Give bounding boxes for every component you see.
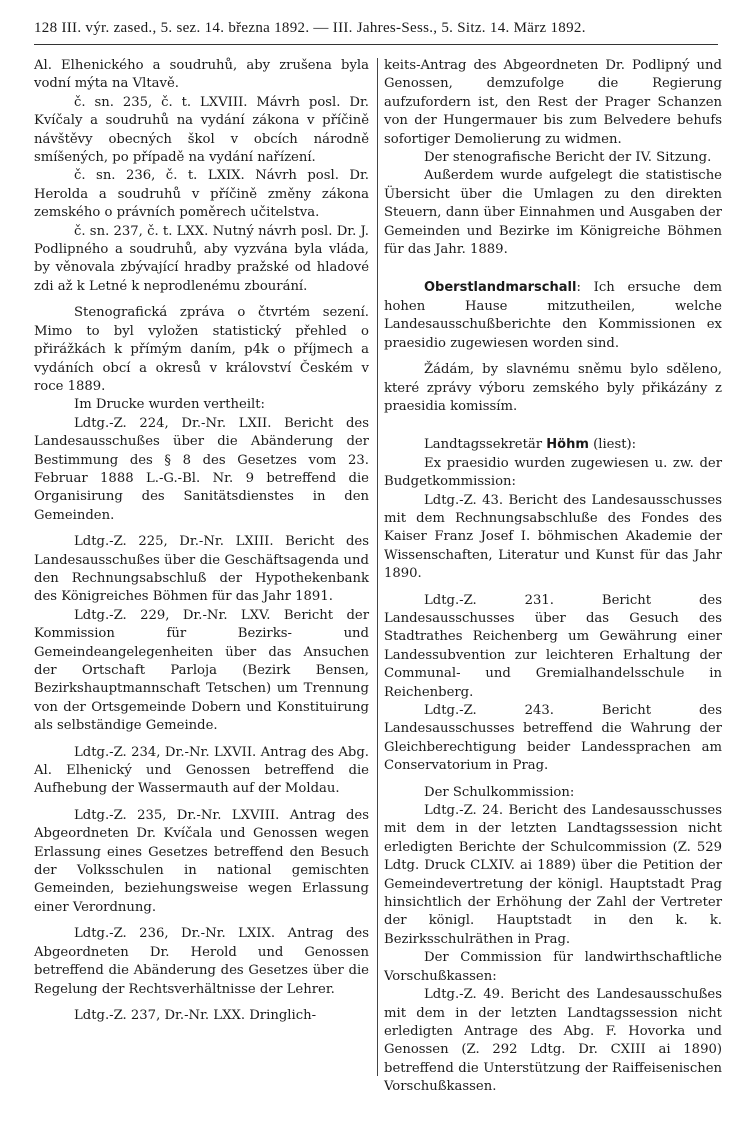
- paragraph: [34, 57, 369, 94]
- paragraph-text: Ldtg.-Z. 243. Bericht des Landesausschusses betreffend die Wahrung der Gleichberechtigung beider Landessprachen am Conservatorium in Prag.: [384, 703, 722, 774]
- paragraph: [34, 167, 369, 222]
- paragraph-text: keits-Antrag des Abgeordneten Dr. Podlipný und Genossen, demzufolge die Regierung aufzufordern ist, den Rest der Prager Schanzen von der Hungermauer bis zum Belvedere behufs sofortiger Demolierung zu widmen.: [384, 58, 722, 147]
- paragraph-text: Ex praesidio wurden zugewiesen u. zw. der Budgetkommission:: [384, 455, 722, 490]
- paragraph: [384, 702, 722, 776]
- paragraph-text: Ldtg.-Z. 235, Dr.-Nr. LXVIII. Antrag des Abgeordneten Dr. Kvíčala und Genossen wegen Erlassung eines Gesetzes betreffend den Besuch der Volksschulen in national gemischten Gemeinden, beziehungsweise wegen Erlassung einer Verordnung.: [34, 807, 369, 915]
- paragraph: [384, 279, 722, 353]
- page-header: 128 III. výr. zased., 5. sez. 14. března 1892. — III. Jahres-Sess., 5. Sitz. 14. März 1892.: [34, 20, 586, 36]
- paragraph-text: (liest):: [588, 437, 637, 453]
- paragraph: [34, 533, 369, 607]
- header-rule: [34, 44, 718, 45]
- paragraph-text: Ldtg.-Z. 225, Dr.-Nr. LXIII. Bericht des Landesausschußes über die Geschäftsagenda und den Rechnungsabschluß der Hypothekenbank des Königreiches Böhmen für das Jahr 1891.: [34, 534, 369, 605]
- paragraph: [34, 94, 369, 168]
- paragraph: [34, 744, 369, 799]
- right-column: [384, 57, 722, 1097]
- paragraph-text: Ldtg.-Z. 49. Bericht des Landesausschußes mit dem in der letzten Landtagssession nicht erledigten Antrage des Abg. F. Hovorka und Genossen (Z. 292 Ldtg. Dr. CXIII ai 1890) betreffend die Unterstützung der Raiffeisenischen Vorschußkassen.: [384, 987, 722, 1095]
- paragraph: [384, 436, 722, 454]
- paragraph-text: č. sn. 237, č. t. LXX. Nutný návrh posl. Dr. J. Podlipného a soudruhů, aby vyzvána byla vláda, by věnovala zbývající hradby pražské od hladové zdi až k Letné k neprodlenému zbourání.: [34, 223, 369, 294]
- speaker-name: Höhm: [546, 437, 589, 453]
- paragraph: [384, 149, 722, 167]
- paragraph-text: Ldtg.-Z. 43. Bericht des Landesausschusses mit dem Rechnungsabschluße des Fondes des Kaiser Franz Josef I. böhmischen Akademie der Wissenschaften, Literatur und Kunst für das Jahr 1890.: [384, 492, 722, 582]
- paragraph: [384, 57, 722, 149]
- paragraph: [384, 592, 722, 702]
- paragraph: [384, 784, 722, 802]
- paragraph-text: č. sn. 235, č. t. LXVIII. Mávrh posl. Dr. Kvíčaly a soudruhů na vydání zákona v příčině návštěvy obecných škol v obcích národně smíšených, po případě na vydání nařízení.: [34, 94, 369, 166]
- column-divider: [377, 58, 378, 1076]
- paragraph-text: : Ich ersuche dem hohen Hause mitzutheilen, welche Landesausschußberichte den Kommissionen ex praesidio zugewiesen worden sind.: [384, 280, 722, 351]
- paragraph: [384, 949, 722, 986]
- paragraph-text: Ldtg.-Z. 231. Bericht des Landesausschusses über das Gesuch des Stadtrathes Reichenberg um Gewährung einer Landessubvention zur leichteren Erhaltung der Communal- und Gremialhandelsschule in Reichenberg.: [384, 592, 722, 700]
- paragraph: [384, 802, 722, 949]
- paragraph: [34, 304, 369, 396]
- paragraph-text: Ldtg.-Z. 229, Dr.-Nr. LXV. Bericht der Kommission für Bezirks- und Gemeindeangelegenheiten über das Ansuchen der Ortschaft Parloja (Bezirk Bensen, Bezirkshauptmannschaft Tetschen) um Trennung von der Ortsgemeinde Dobern und Konstituirung als selbständige Gemeinde.: [34, 607, 369, 734]
- left-column: [34, 57, 369, 1025]
- paragraph-text: Ldtg.-Z. 234, Dr.-Nr. LXVII. Antrag des Abg. Al. Elhenický und Genossen betreffend die Aufhebung der Wassermauth auf der Moldau.: [34, 744, 369, 797]
- paragraph: [384, 492, 722, 584]
- paragraph: [34, 1007, 369, 1025]
- paragraph: [34, 807, 369, 917]
- paragraph-text: č. sn. 236, č. t. LXIX. Návrh posl. Dr. Herolda a soudruhů v příčině změny zákona zemského o právních poměrech učitelstva.: [34, 168, 369, 221]
- paragraph-text: Der Commission für landwirthschaftliche Vorschußkassen:: [384, 950, 722, 984]
- paragraph: [384, 361, 722, 416]
- paragraph-text: Der Schulkommission:: [424, 784, 575, 800]
- paragraph-text: Al. Elhenického a soudruhů, aby zrušena byla vodní mýta na Vltavě.: [34, 58, 369, 92]
- paragraph-text: Im Drucke wurden vertheilt:: [74, 397, 265, 413]
- paragraph: [34, 925, 369, 999]
- paragraph-text: Žádám, by slavnému sněmu bylo sděleno, které zprávy výboru zemského byly přikázány z praesidia komissím.: [384, 362, 722, 414]
- paragraph-text: Der stenografische Bericht der IV. Sitzung.: [424, 150, 712, 166]
- paragraph: [384, 455, 722, 492]
- paragraph: [34, 415, 369, 525]
- paragraph: [34, 607, 369, 736]
- speaker-name: Oberstlandmarschall: [424, 280, 577, 296]
- paragraph-text: Ldtg.-Z. 24. Bericht des Landesausschusses mit dem in der letzten Landtagssession nicht erledigten Berichte der Schulcommission (Z. 529 Ldtg. Druck CLXIV. ai 1889) über die Petition der Gemeindevertretung der königl. Hauptstadt Prag hinsichtlich der Erhöhung der Zahl der Vertreter der königl. Hauptstadt in den k. k. Bezirksschulräthen in Prag.: [384, 803, 722, 947]
- paragraph-text: Stenografická zpráva o čtvrtém sezení. Mimo to byl vyložen statistický přehled o přirážkách k přímým daním, p4k o příjmech a vydáních obcí a okresů v království Českém v roce 1889.: [34, 305, 369, 394]
- paragraph: [34, 396, 369, 414]
- speaker-title: Landtagssekretär: [424, 437, 547, 453]
- paragraph-text: Ldtg.-Z. 237, Dr.-Nr. LXX. Dringlich-: [74, 1007, 317, 1023]
- paragraph: [34, 223, 369, 297]
- paragraph: [384, 167, 722, 259]
- paragraph-text: Außerdem wurde aufgelegt die statistische Übersicht über die Umlagen zu den direkten Steuern, dann über Einnahmen und Ausgaben der Gemeinden und Bezirke im Königreiche Böhmen für das Jahr. 1889.: [384, 168, 722, 258]
- paragraph-text: Ldtg.-Z. 224, Dr.-Nr. LXII. Bericht des Landesausschußes über die Abänderung der Bestimmung des § 8 des Gesetzes vom 23. Februar 1888 L.-G.-Bl. Nr. 9 betreffend die Organisirung des Sanitätsdienstes in den Gemeinden.: [34, 415, 369, 523]
- paragraph-text: Ldtg.-Z. 236, Dr.-Nr. LXIX. Antrag des Abgeordneten Dr. Herold und Genossen betreffend die Abänderung des Gesetzes über die Regelung der Rechtsverhältnisse der Lehrer.: [34, 926, 369, 997]
- paragraph: [384, 986, 722, 1096]
